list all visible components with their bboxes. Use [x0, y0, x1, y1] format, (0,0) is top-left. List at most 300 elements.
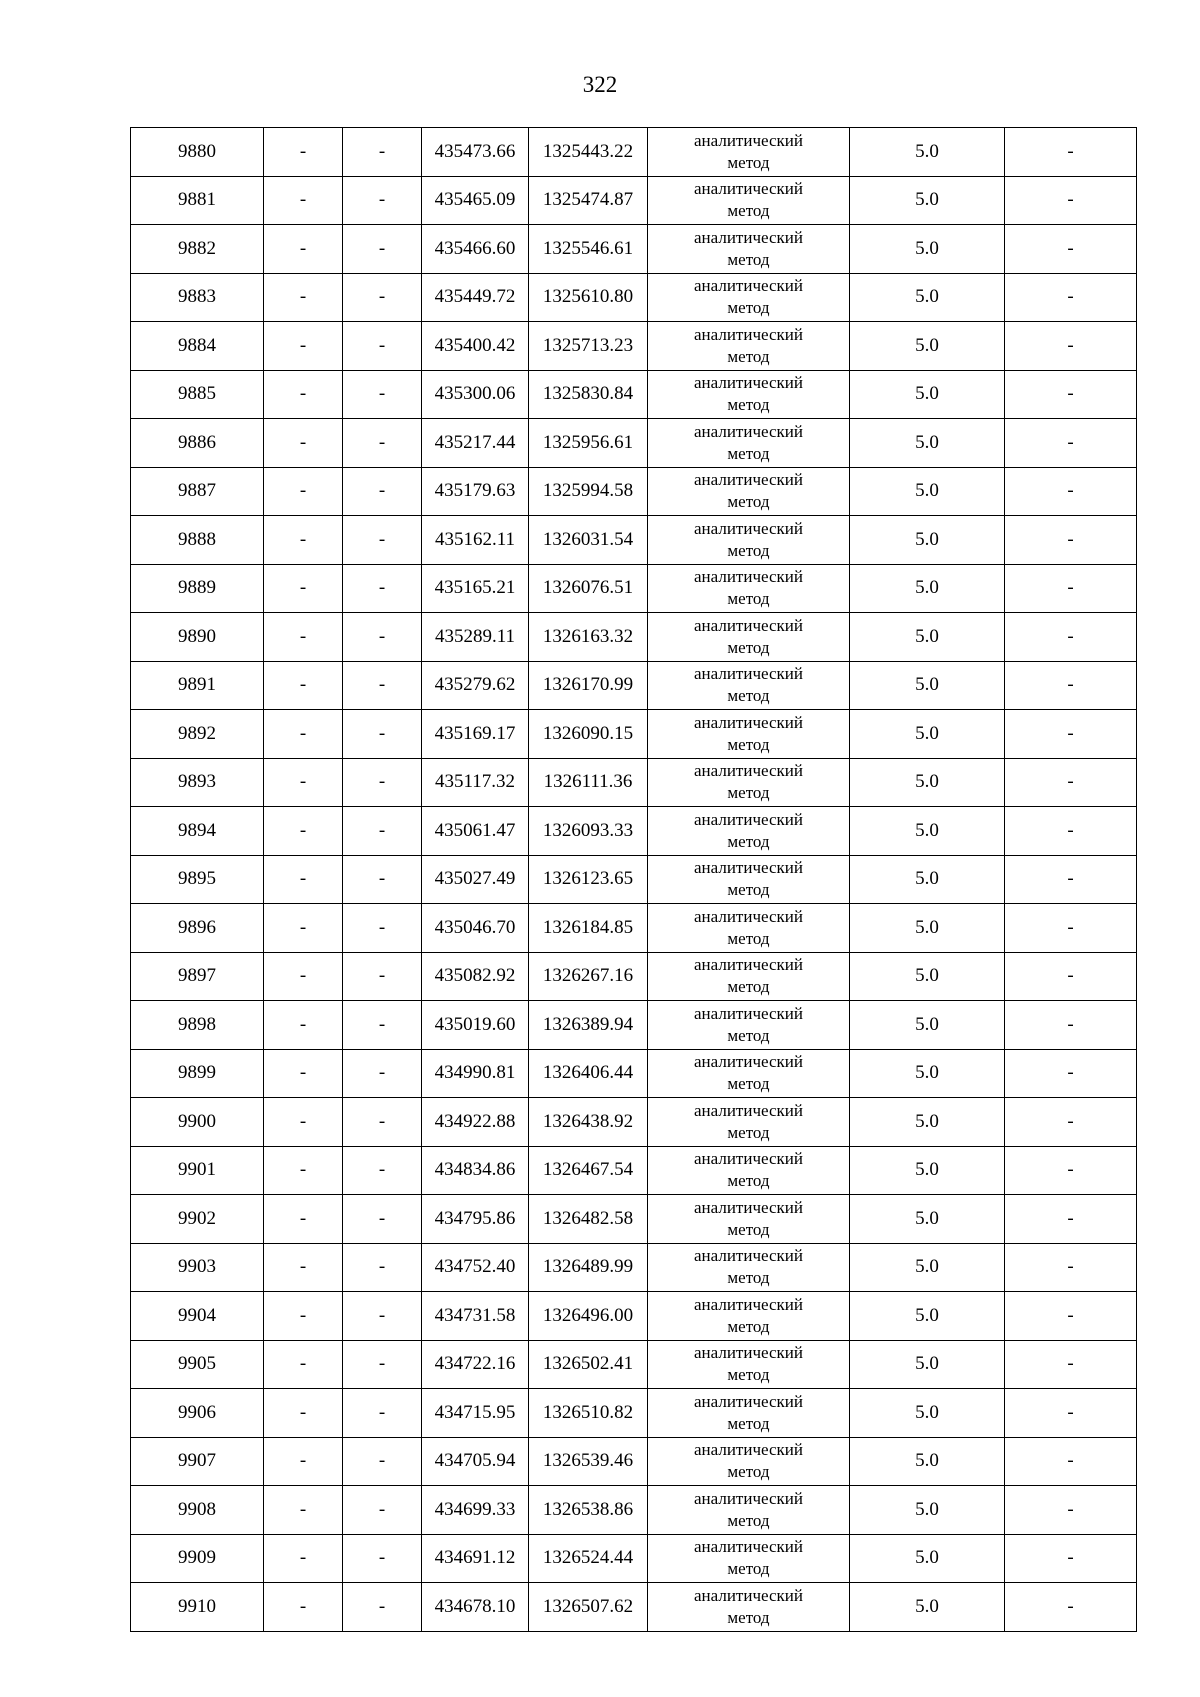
- x-coordinate-cell: 435466.60: [422, 225, 529, 274]
- x-coordinate-cell: 434699.33: [422, 1486, 529, 1535]
- coordinates-table: [130, 127, 1137, 1632]
- y-coordinate-cell: 1325994.58: [529, 467, 648, 516]
- point-number-cell: 9887: [131, 467, 264, 516]
- y-coordinate-cell: 1326406.44: [529, 1049, 648, 1098]
- x-coordinate-cell: 434731.58: [422, 1292, 529, 1341]
- x-coordinate-cell: 435117.32: [422, 758, 529, 807]
- y-coordinate-cell: 1326093.33: [529, 807, 648, 856]
- accuracy-cell: 5.0: [850, 1292, 1005, 1341]
- method-text: аналитический метод: [694, 1197, 803, 1239]
- method-text: аналитический метод: [694, 1052, 803, 1094]
- x-coordinate-cell: 435400.42: [422, 322, 529, 371]
- point-number-cell: 9885: [131, 370, 264, 419]
- accuracy-cell: 5.0: [850, 1001, 1005, 1050]
- empty-cell: -: [264, 1098, 343, 1147]
- x-coordinate-cell: 434678.10: [422, 1583, 529, 1632]
- method-cell: [648, 564, 850, 613]
- method-text: аналитический метод: [694, 1003, 803, 1045]
- point-number-cell: 9902: [131, 1195, 264, 1244]
- method-text: аналитический метод: [694, 1343, 803, 1385]
- y-coordinate-cell: 1326184.85: [529, 904, 648, 953]
- method-text: аналитический метод: [694, 373, 803, 415]
- table-row: [131, 661, 1137, 710]
- method-text: аналитический метод: [694, 1246, 803, 1288]
- empty-cell: -: [1005, 613, 1137, 662]
- empty-cell: -: [1005, 807, 1137, 856]
- y-coordinate-cell: 1326389.94: [529, 1001, 648, 1050]
- x-coordinate-cell: 435165.21: [422, 564, 529, 613]
- table-row: [131, 758, 1137, 807]
- x-coordinate-cell: 435061.47: [422, 807, 529, 856]
- empty-cell: -: [1005, 952, 1137, 1001]
- x-coordinate-cell: 435300.06: [422, 370, 529, 419]
- empty-cell: -: [1005, 176, 1137, 225]
- table-row: [131, 176, 1137, 225]
- empty-cell: -: [264, 322, 343, 371]
- empty-cell: -: [1005, 904, 1137, 953]
- method-cell: [648, 1534, 850, 1583]
- y-coordinate-cell: 1325474.87: [529, 176, 648, 225]
- x-coordinate-cell: 434922.88: [422, 1098, 529, 1147]
- table-row: [131, 419, 1137, 468]
- empty-cell: -: [343, 370, 422, 419]
- y-coordinate-cell: 1326507.62: [529, 1583, 648, 1632]
- accuracy-cell: 5.0: [850, 952, 1005, 1001]
- empty-cell: -: [264, 225, 343, 274]
- accuracy-cell: 5.0: [850, 1243, 1005, 1292]
- point-number-cell: 9899: [131, 1049, 264, 1098]
- empty-cell: -: [1005, 1486, 1137, 1535]
- empty-cell: -: [1005, 1534, 1137, 1583]
- table-row: [131, 1195, 1137, 1244]
- y-coordinate-cell: 1326538.86: [529, 1486, 648, 1535]
- empty-cell: -: [343, 322, 422, 371]
- empty-cell: -: [343, 419, 422, 468]
- empty-cell: -: [1005, 1098, 1137, 1147]
- point-number-cell: 9886: [131, 419, 264, 468]
- method-cell: [648, 1486, 850, 1535]
- y-coordinate-cell: 1325443.22: [529, 128, 648, 177]
- method-cell: [648, 1243, 850, 1292]
- method-cell: [648, 273, 850, 322]
- method-text: аналитический метод: [694, 955, 803, 997]
- empty-cell: -: [1005, 1243, 1137, 1292]
- y-coordinate-cell: 1325713.23: [529, 322, 648, 371]
- method-cell: [648, 758, 850, 807]
- method-cell: [648, 1049, 850, 1098]
- method-cell: [648, 467, 850, 516]
- empty-cell: -: [343, 855, 422, 904]
- empty-cell: -: [264, 613, 343, 662]
- y-coordinate-cell: 1326123.65: [529, 855, 648, 904]
- empty-cell: -: [1005, 1146, 1137, 1195]
- empty-cell: -: [1005, 1389, 1137, 1438]
- empty-cell: -: [343, 1340, 422, 1389]
- empty-cell: -: [264, 370, 343, 419]
- empty-cell: -: [264, 807, 343, 856]
- method-cell: [648, 952, 850, 1001]
- method-text: аналитический метод: [694, 324, 803, 366]
- empty-cell: -: [343, 1389, 422, 1438]
- empty-cell: -: [1005, 467, 1137, 516]
- table-row: [131, 370, 1137, 419]
- table-row: [131, 1389, 1137, 1438]
- accuracy-cell: 5.0: [850, 710, 1005, 759]
- empty-cell: -: [264, 758, 343, 807]
- empty-cell: -: [264, 128, 343, 177]
- table-row: [131, 1146, 1137, 1195]
- accuracy-cell: 5.0: [850, 1340, 1005, 1389]
- table-row: [131, 467, 1137, 516]
- y-coordinate-cell: 1326482.58: [529, 1195, 648, 1244]
- x-coordinate-cell: 434715.95: [422, 1389, 529, 1438]
- empty-cell: -: [1005, 855, 1137, 904]
- empty-cell: -: [1005, 128, 1137, 177]
- empty-cell: -: [343, 225, 422, 274]
- empty-cell: -: [1005, 273, 1137, 322]
- accuracy-cell: 5.0: [850, 661, 1005, 710]
- method-cell: [648, 1292, 850, 1341]
- x-coordinate-cell: 435465.09: [422, 176, 529, 225]
- table-row: [131, 904, 1137, 953]
- empty-cell: -: [343, 176, 422, 225]
- empty-cell: -: [264, 1437, 343, 1486]
- empty-cell: -: [264, 1486, 343, 1535]
- method-text: аналитический метод: [694, 761, 803, 803]
- method-cell: [648, 1001, 850, 1050]
- point-number-cell: 9890: [131, 613, 264, 662]
- method-cell: [648, 370, 850, 419]
- empty-cell: -: [1005, 419, 1137, 468]
- empty-cell: -: [343, 807, 422, 856]
- empty-cell: -: [264, 1001, 343, 1050]
- method-text: аналитический метод: [694, 858, 803, 900]
- empty-cell: -: [264, 419, 343, 468]
- y-coordinate-cell: 1326524.44: [529, 1534, 648, 1583]
- page-number: 322: [582, 72, 618, 97]
- method-text: аналитический метод: [694, 518, 803, 560]
- empty-cell: -: [1005, 1340, 1137, 1389]
- point-number-cell: 9905: [131, 1340, 264, 1389]
- method-cell: [648, 176, 850, 225]
- accuracy-cell: 5.0: [850, 128, 1005, 177]
- point-number-cell: 9884: [131, 322, 264, 371]
- x-coordinate-cell: 434834.86: [422, 1146, 529, 1195]
- method-text: аналитический метод: [694, 1585, 803, 1627]
- empty-cell: -: [264, 904, 343, 953]
- y-coordinate-cell: 1326496.00: [529, 1292, 648, 1341]
- accuracy-cell: 5.0: [850, 758, 1005, 807]
- point-number-cell: 9894: [131, 807, 264, 856]
- table-row: [131, 1243, 1137, 1292]
- table-body: [131, 128, 1137, 1632]
- point-number-cell: 9908: [131, 1486, 264, 1535]
- empty-cell: -: [264, 1049, 343, 1098]
- y-coordinate-cell: 1326438.92: [529, 1098, 648, 1147]
- accuracy-cell: 5.0: [850, 904, 1005, 953]
- empty-cell: -: [1005, 710, 1137, 759]
- x-coordinate-cell: 435449.72: [422, 273, 529, 322]
- accuracy-cell: 5.0: [850, 613, 1005, 662]
- accuracy-cell: 5.0: [850, 1534, 1005, 1583]
- empty-cell: -: [1005, 1001, 1137, 1050]
- empty-cell: -: [343, 1243, 422, 1292]
- table-row: [131, 1340, 1137, 1389]
- empty-cell: -: [264, 1195, 343, 1244]
- empty-cell: -: [264, 564, 343, 613]
- y-coordinate-cell: 1325830.84: [529, 370, 648, 419]
- y-coordinate-cell: 1326163.32: [529, 613, 648, 662]
- method-cell: [648, 322, 850, 371]
- method-text: аналитический метод: [694, 1100, 803, 1142]
- table-row: [131, 1583, 1137, 1632]
- empty-cell: -: [264, 1389, 343, 1438]
- empty-cell: -: [343, 564, 422, 613]
- empty-cell: -: [343, 1098, 422, 1147]
- method-cell: [648, 1195, 850, 1244]
- point-number-cell: 9907: [131, 1437, 264, 1486]
- y-coordinate-cell: 1326267.16: [529, 952, 648, 1001]
- empty-cell: -: [343, 1195, 422, 1244]
- empty-cell: -: [343, 467, 422, 516]
- point-number-cell: 9889: [131, 564, 264, 613]
- method-cell: [648, 1583, 850, 1632]
- table-row: [131, 564, 1137, 613]
- empty-cell: -: [264, 952, 343, 1001]
- accuracy-cell: 5.0: [850, 225, 1005, 274]
- empty-cell: -: [343, 952, 422, 1001]
- table-row: [131, 1534, 1137, 1583]
- point-number-cell: 9888: [131, 516, 264, 565]
- empty-cell: -: [264, 1243, 343, 1292]
- point-number-cell: 9882: [131, 225, 264, 274]
- x-coordinate-cell: 434691.12: [422, 1534, 529, 1583]
- method-text: аналитический метод: [694, 664, 803, 706]
- empty-cell: -: [343, 1049, 422, 1098]
- method-cell: [648, 128, 850, 177]
- y-coordinate-cell: 1326510.82: [529, 1389, 648, 1438]
- table-row: [131, 1098, 1137, 1147]
- table-row: [131, 1486, 1137, 1535]
- accuracy-cell: 5.0: [850, 516, 1005, 565]
- method-text: аналитический метод: [694, 1537, 803, 1579]
- y-coordinate-cell: 1325610.80: [529, 273, 648, 322]
- empty-cell: -: [1005, 516, 1137, 565]
- method-cell: [648, 1389, 850, 1438]
- empty-cell: -: [264, 1534, 343, 1583]
- method-text: аналитический метод: [694, 809, 803, 851]
- y-coordinate-cell: 1326170.99: [529, 661, 648, 710]
- method-text: аналитический метод: [694, 276, 803, 318]
- y-coordinate-cell: 1326076.51: [529, 564, 648, 613]
- method-text: аналитический метод: [694, 1391, 803, 1433]
- point-number-cell: 9901: [131, 1146, 264, 1195]
- empty-cell: -: [264, 1146, 343, 1195]
- accuracy-cell: 5.0: [850, 176, 1005, 225]
- empty-cell: -: [343, 758, 422, 807]
- accuracy-cell: 5.0: [850, 1389, 1005, 1438]
- y-coordinate-cell: 1326502.41: [529, 1340, 648, 1389]
- method-text: аналитический метод: [694, 1294, 803, 1336]
- x-coordinate-cell: 435473.66: [422, 128, 529, 177]
- method-cell: [648, 807, 850, 856]
- method-cell: [648, 855, 850, 904]
- empty-cell: -: [343, 1534, 422, 1583]
- empty-cell: -: [1005, 1583, 1137, 1632]
- empty-cell: -: [343, 1292, 422, 1341]
- method-cell: [648, 1146, 850, 1195]
- method-text: аналитический метод: [694, 567, 803, 609]
- empty-cell: -: [1005, 1195, 1137, 1244]
- point-number-cell: 9897: [131, 952, 264, 1001]
- accuracy-cell: 5.0: [850, 1486, 1005, 1535]
- y-coordinate-cell: 1326467.54: [529, 1146, 648, 1195]
- empty-cell: -: [264, 516, 343, 565]
- empty-cell: -: [264, 1340, 343, 1389]
- table-row: [131, 710, 1137, 759]
- accuracy-cell: 5.0: [850, 1195, 1005, 1244]
- empty-cell: -: [343, 1486, 422, 1535]
- method-cell: [648, 613, 850, 662]
- method-cell: [648, 1437, 850, 1486]
- method-text: аналитический метод: [694, 712, 803, 754]
- empty-cell: -: [264, 1292, 343, 1341]
- empty-cell: -: [343, 516, 422, 565]
- empty-cell: -: [1005, 661, 1137, 710]
- point-number-cell: 9909: [131, 1534, 264, 1583]
- table-row: [131, 1049, 1137, 1098]
- x-coordinate-cell: 434722.16: [422, 1340, 529, 1389]
- table-row: [131, 613, 1137, 662]
- empty-cell: -: [343, 1437, 422, 1486]
- point-number-cell: 9906: [131, 1389, 264, 1438]
- point-number-cell: 9896: [131, 904, 264, 953]
- accuracy-cell: 5.0: [850, 855, 1005, 904]
- x-coordinate-cell: 435082.92: [422, 952, 529, 1001]
- table-row: [131, 128, 1137, 177]
- table-row: [131, 1437, 1137, 1486]
- x-coordinate-cell: 434752.40: [422, 1243, 529, 1292]
- y-coordinate-cell: 1326031.54: [529, 516, 648, 565]
- empty-cell: -: [264, 273, 343, 322]
- table-row: [131, 1292, 1137, 1341]
- method-text: аналитический метод: [694, 179, 803, 221]
- accuracy-cell: 5.0: [850, 1583, 1005, 1632]
- method-cell: [648, 1340, 850, 1389]
- accuracy-cell: 5.0: [850, 370, 1005, 419]
- empty-cell: -: [343, 1583, 422, 1632]
- empty-cell: -: [1005, 225, 1137, 274]
- accuracy-cell: 5.0: [850, 564, 1005, 613]
- empty-cell: -: [343, 1001, 422, 1050]
- method-text: аналитический метод: [694, 470, 803, 512]
- method-cell: [648, 516, 850, 565]
- table-row: [131, 516, 1137, 565]
- y-coordinate-cell: 1326111.36: [529, 758, 648, 807]
- table-row: [131, 273, 1137, 322]
- empty-cell: -: [264, 855, 343, 904]
- x-coordinate-cell: 434990.81: [422, 1049, 529, 1098]
- empty-cell: -: [1005, 1292, 1137, 1341]
- method-cell: [648, 661, 850, 710]
- x-coordinate-cell: 435217.44: [422, 419, 529, 468]
- x-coordinate-cell: 435046.70: [422, 904, 529, 953]
- method-cell: [648, 1098, 850, 1147]
- accuracy-cell: 5.0: [850, 322, 1005, 371]
- empty-cell: -: [264, 710, 343, 759]
- point-number-cell: 9900: [131, 1098, 264, 1147]
- method-text: аналитический метод: [694, 1488, 803, 1530]
- table-row: [131, 322, 1137, 371]
- empty-cell: -: [264, 176, 343, 225]
- method-cell: [648, 710, 850, 759]
- method-text: аналитический метод: [694, 1149, 803, 1191]
- empty-cell: -: [1005, 1437, 1137, 1486]
- y-coordinate-cell: 1326090.15: [529, 710, 648, 759]
- x-coordinate-cell: 434795.86: [422, 1195, 529, 1244]
- table-row: [131, 1001, 1137, 1050]
- point-number-cell: 9883: [131, 273, 264, 322]
- point-number-cell: 9891: [131, 661, 264, 710]
- x-coordinate-cell: 435019.60: [422, 1001, 529, 1050]
- point-number-cell: 9881: [131, 176, 264, 225]
- method-text: аналитический метод: [694, 615, 803, 657]
- accuracy-cell: 5.0: [850, 1049, 1005, 1098]
- accuracy-cell: 5.0: [850, 1146, 1005, 1195]
- empty-cell: -: [343, 904, 422, 953]
- empty-cell: -: [1005, 1049, 1137, 1098]
- table-row: [131, 225, 1137, 274]
- empty-cell: -: [343, 1146, 422, 1195]
- empty-cell: -: [1005, 322, 1137, 371]
- table-row: [131, 952, 1137, 1001]
- y-coordinate-cell: 1325546.61: [529, 225, 648, 274]
- point-number-cell: 9895: [131, 855, 264, 904]
- x-coordinate-cell: 435289.11: [422, 613, 529, 662]
- empty-cell: -: [264, 467, 343, 516]
- accuracy-cell: 5.0: [850, 419, 1005, 468]
- x-coordinate-cell: 435279.62: [422, 661, 529, 710]
- point-number-cell: 9903: [131, 1243, 264, 1292]
- accuracy-cell: 5.0: [850, 467, 1005, 516]
- accuracy-cell: 5.0: [850, 807, 1005, 856]
- empty-cell: -: [343, 128, 422, 177]
- x-coordinate-cell: 435169.17: [422, 710, 529, 759]
- point-number-cell: 9898: [131, 1001, 264, 1050]
- method-cell: [648, 419, 850, 468]
- x-coordinate-cell: 435027.49: [422, 855, 529, 904]
- empty-cell: -: [343, 710, 422, 759]
- x-coordinate-cell: 434705.94: [422, 1437, 529, 1486]
- x-coordinate-cell: 435179.63: [422, 467, 529, 516]
- y-coordinate-cell: 1325956.61: [529, 419, 648, 468]
- method-cell: [648, 904, 850, 953]
- method-text: аналитический метод: [694, 130, 803, 172]
- point-number-cell: 9910: [131, 1583, 264, 1632]
- empty-cell: -: [1005, 758, 1137, 807]
- y-coordinate-cell: 1326489.99: [529, 1243, 648, 1292]
- point-number-cell: 9904: [131, 1292, 264, 1341]
- method-cell: [648, 225, 850, 274]
- table-row: [131, 855, 1137, 904]
- empty-cell: -: [1005, 370, 1137, 419]
- x-coordinate-cell: 435162.11: [422, 516, 529, 565]
- method-text: аналитический метод: [694, 421, 803, 463]
- table-row: [131, 807, 1137, 856]
- empty-cell: -: [343, 613, 422, 662]
- point-number-cell: 9892: [131, 710, 264, 759]
- accuracy-cell: 5.0: [850, 273, 1005, 322]
